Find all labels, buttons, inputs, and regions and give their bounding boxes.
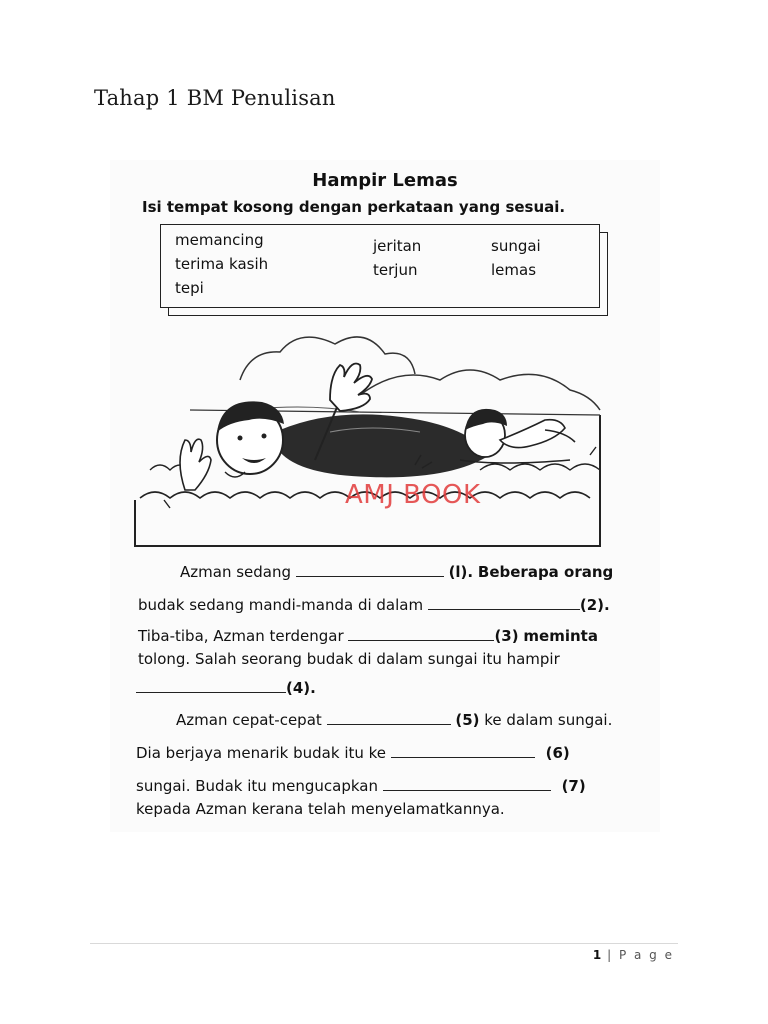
answer-blank-2[interactable]	[428, 595, 580, 610]
word-bank-item: tepi	[175, 279, 204, 297]
sentence-line-6	[176, 710, 612, 729]
sentence-line-9	[136, 800, 505, 818]
worksheet-instruction: Isi tempat kosong dengan perkataan yang sesuai.	[142, 198, 566, 216]
sentence-line-3	[138, 626, 598, 645]
word-bank-item: terima kasih	[175, 255, 269, 273]
worksheet-scan	[110, 160, 660, 832]
drowning-scene-illustration	[130, 320, 606, 552]
watermark: AMJ BOOK	[345, 480, 481, 510]
page-footer	[593, 948, 674, 962]
sentence-line-4	[138, 650, 560, 668]
question-number: (3)	[494, 627, 519, 645]
word-bank-item: terjun	[373, 261, 418, 279]
sentence-line-5	[136, 678, 316, 697]
line-text: Tiba-tiba, Azman terdengar	[138, 627, 344, 645]
footer-divider	[90, 943, 678, 944]
line-text: Dia berjaya menarik budak itu ke	[136, 744, 387, 762]
line-text: Azman cepat-cepat	[176, 711, 322, 729]
line-text: tolong. Salah seorang budak di dalam sungai itu hampir	[138, 650, 560, 668]
footer-separator: |	[607, 948, 614, 962]
answer-blank-6[interactable]	[391, 743, 535, 758]
sentence-line-1	[180, 562, 613, 581]
answer-blank-5[interactable]	[327, 710, 451, 725]
line-text: Azman sedang	[180, 563, 291, 581]
word-bank-item: sungai	[491, 237, 541, 255]
word-bank-item: memancing	[175, 231, 264, 249]
line-text: ke dalam sungai.	[484, 711, 613, 729]
page-number: 1	[592, 948, 602, 962]
line-text: budak sedang mandi-manda di dalam	[138, 596, 424, 614]
sentence-line-8	[136, 776, 586, 795]
line-text: meminta	[523, 627, 598, 645]
word-bank-item: lemas	[491, 261, 537, 279]
sentence-line-7	[136, 743, 570, 762]
question-number: (6)	[545, 744, 570, 762]
worksheet-title: Hampir Lemas	[312, 170, 458, 191]
line-text: sungai. Budak itu mengucapkan	[136, 777, 378, 795]
answer-blank-4[interactable]	[136, 678, 286, 693]
sentence-line-2	[138, 595, 610, 614]
answer-blank-7[interactable]	[383, 776, 551, 791]
answer-blank-1[interactable]	[296, 562, 444, 577]
document-heading: Tahap 1 BM Penulisan	[94, 86, 336, 110]
line-text: kepada Azman kerana telah menyelamatkannya.	[136, 800, 505, 818]
page-label: P a g e	[618, 948, 674, 962]
question-number: (5)	[455, 711, 480, 729]
question-number: (2).	[579, 596, 610, 614]
question-number: (7)	[561, 777, 586, 795]
question-number: (4).	[286, 679, 316, 697]
question-number: (l).	[448, 563, 474, 581]
answer-blank-3[interactable]	[348, 626, 494, 641]
word-bank-item: jeritan	[373, 237, 422, 255]
line-text: Beberapa orang	[477, 563, 614, 581]
word-bank	[160, 224, 600, 308]
